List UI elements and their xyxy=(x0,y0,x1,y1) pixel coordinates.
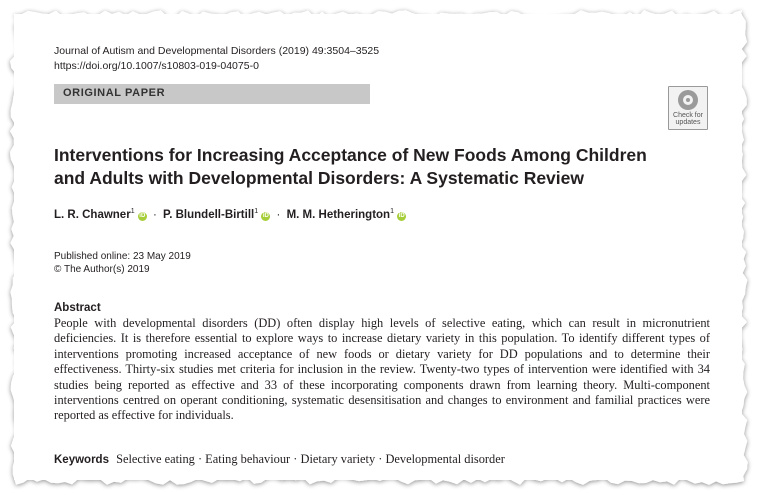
check-for-updates-line1: Check for xyxy=(673,112,703,119)
author-separator: · xyxy=(276,208,281,221)
doi-link[interactable]: https://doi.org/10.1007/s10803-019-04075-0 xyxy=(54,60,259,72)
abstract-text: People with developmental disorders (DD) often display high levels of selective eating, which can result in micronutrient deficiencies. It is therefore essential to explore ways to increase dietary variety in this population. To identify different types of interventions promoting increased acceptance of new foods or dietary variety for DD populations and to determine their effectiveness. Thirty-six studies met criteria for inclusion in the review. Twenty-two types of intervention were identified with 34 studies being reported as effective and 33 of these incorporating components drawn from learning theory. Multi-component interventions centred on operant conditioning, systematic desensitisation and changes to environment and familial practices were reported as effective for individuals. xyxy=(54,316,710,423)
published-date: Published online: 23 May 2019 xyxy=(54,251,191,262)
keywords xyxy=(54,452,505,467)
author-affiliation: 1 xyxy=(390,208,394,215)
orcid-icon[interactable]: iD xyxy=(139,212,146,219)
check-for-updates-button[interactable] xyxy=(668,86,708,130)
article-type-label: ORIGINAL PAPER xyxy=(63,87,166,99)
author-name[interactable]: P. Blundell-Birtill xyxy=(163,208,255,221)
keywords-label: Keywords xyxy=(54,454,109,466)
abstract-heading: Abstract xyxy=(54,302,101,314)
copyright: © The Author(s) 2019 xyxy=(54,264,150,275)
author-affiliation: 1 xyxy=(254,208,259,215)
author-name[interactable]: L. R. Chawner xyxy=(54,208,131,221)
author-list xyxy=(54,208,406,221)
paper-title: Interventions for Increasing Acceptance of New Foods Among Children and Adults with Developmental Disorders: A Systematic Review xyxy=(54,145,647,188)
check-for-updates-icon xyxy=(678,90,698,110)
author-affiliation: 1 xyxy=(130,208,135,215)
journal-citation: Journal of Autism and Developmental Disorders (2019) 49:3504–3525 xyxy=(54,45,380,57)
paper-page xyxy=(14,14,742,480)
orcid-icon[interactable]: iD xyxy=(262,212,269,219)
check-for-updates-line2: updates xyxy=(675,119,701,126)
journal-info xyxy=(54,44,379,74)
publication-info xyxy=(54,250,191,276)
keywords-text: Selective eating · Eating behaviour · Dietary variety · Developmental disorder xyxy=(116,452,505,466)
article-type-banner xyxy=(54,84,370,104)
author-name[interactable]: M. M. Hetherington xyxy=(286,208,391,221)
author-separator: · xyxy=(153,208,157,221)
orcid-icon[interactable]: iD xyxy=(398,212,405,219)
